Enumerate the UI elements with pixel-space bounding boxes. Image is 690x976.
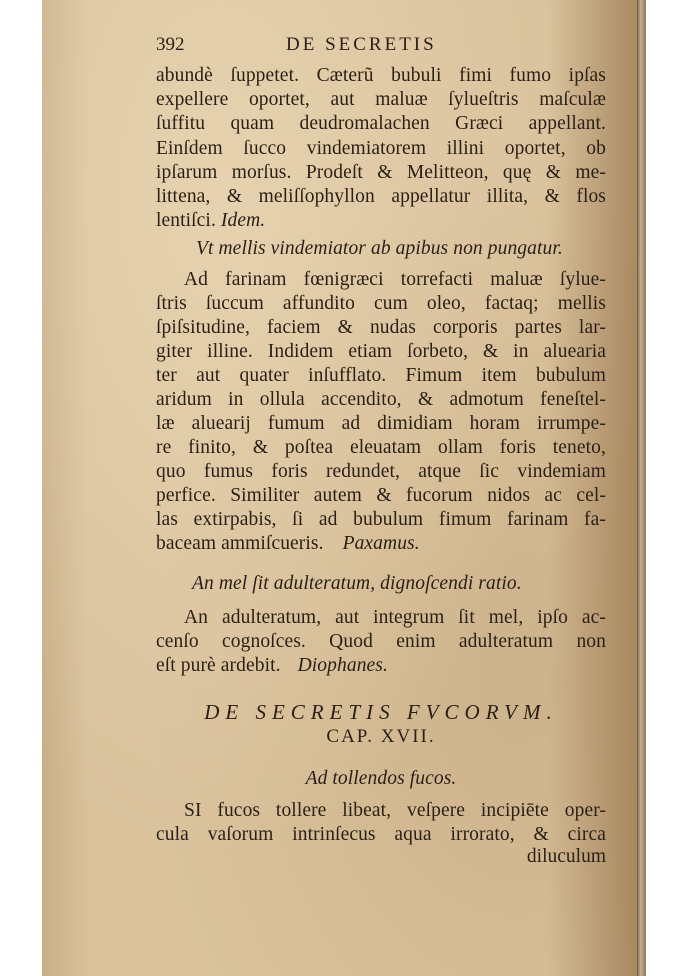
- text-line: ſuffitu quam deudromalachen Græci appellant.: [156, 113, 606, 134]
- text-line: cenſo cognoſces. Quod enim adulteratum non: [156, 631, 606, 652]
- text-line: læ aluearij fumum ad dimidiam horam irrumpe-: [156, 413, 606, 434]
- catchword: diluculum: [526, 846, 606, 867]
- text-line-last: [156, 654, 606, 678]
- line-text: eſt purè ardebit.: [156, 655, 281, 676]
- text-line: An adulteratum, aut integrum ſit mel, ipſo ac-: [184, 607, 606, 628]
- text-line: SI fucos tollere libeat, veſpere incipiēte oper-: [184, 800, 606, 821]
- section-heading: Ad tollendos fucos.: [305, 768, 457, 789]
- text-line: quo fumus foris redundet, atque ſic vindemiam: [156, 461, 606, 482]
- text-line: Ad farinam fœnigræci torrefacti maluæ ſylue-: [184, 269, 606, 290]
- text-line: las extirpabis, ſi ad bubulum fimum farinam fa-: [156, 509, 606, 530]
- source-citation: Diophanes.: [297, 655, 388, 676]
- source-citation: Paxamus.: [342, 533, 420, 554]
- text-line: Einſdem ſucco vindemiatorem illini oportet, ob: [156, 138, 606, 159]
- text-line: littena, & meliſſophyllon appellatur illita, & flos: [156, 186, 606, 207]
- page-number: 392: [156, 34, 185, 55]
- text-line: aridum in ollula accendito, & admotum feneſtel-: [156, 389, 606, 410]
- text-line: abundè ſuppetet. Cæterũ bubuli fimi fumo ipſas: [156, 65, 606, 86]
- source-citation: Idem.: [220, 210, 266, 231]
- text-line: ſpiſsitudine, faciem & nudas corporis partes lar-: [156, 317, 606, 338]
- text-line: re finito, & poſtea eleuatam ollam foris teneto,: [156, 437, 606, 458]
- section-heading: Vt mellis vindemiator ab apibus non pungatur.: [196, 238, 563, 259]
- text-line-last: [156, 209, 606, 233]
- section-heading: An mel ſit adulteratum, dignoſcendi ratio.: [192, 573, 522, 594]
- text-line-last: [156, 532, 606, 556]
- line-text: lentiſci.: [156, 210, 216, 231]
- line-text: baceam ammiſcueris.: [156, 533, 324, 554]
- chapter-title: DE SECRETIS FVCORVM.: [204, 700, 558, 724]
- chapter-number: CAP. XVII.: [326, 726, 436, 747]
- text-line: perfice. Similiter autem & fucorum nidos ac cel-: [156, 485, 606, 506]
- text-line: ipſarum morſus. Prodeſt & Melitteon, quę & me-: [156, 162, 606, 183]
- text-line: expellere oportet, aut maluæ ſylueſtris maſculæ: [156, 89, 606, 110]
- page-edge: [637, 0, 646, 976]
- text-line: cula vaſorum intrinſecus aqua irrorato, & circa: [156, 824, 606, 845]
- running-title: DE SECRETIS: [286, 34, 437, 55]
- text-line: ter aut quater inſufflato. Fimum item bubulum: [156, 365, 606, 386]
- text-line: giter illine. Indidem etiam ſorbeto, & in aluearia: [156, 341, 606, 362]
- text-line: ſtris ſuccum affundito cum oleo, factaq; mellis: [156, 293, 606, 314]
